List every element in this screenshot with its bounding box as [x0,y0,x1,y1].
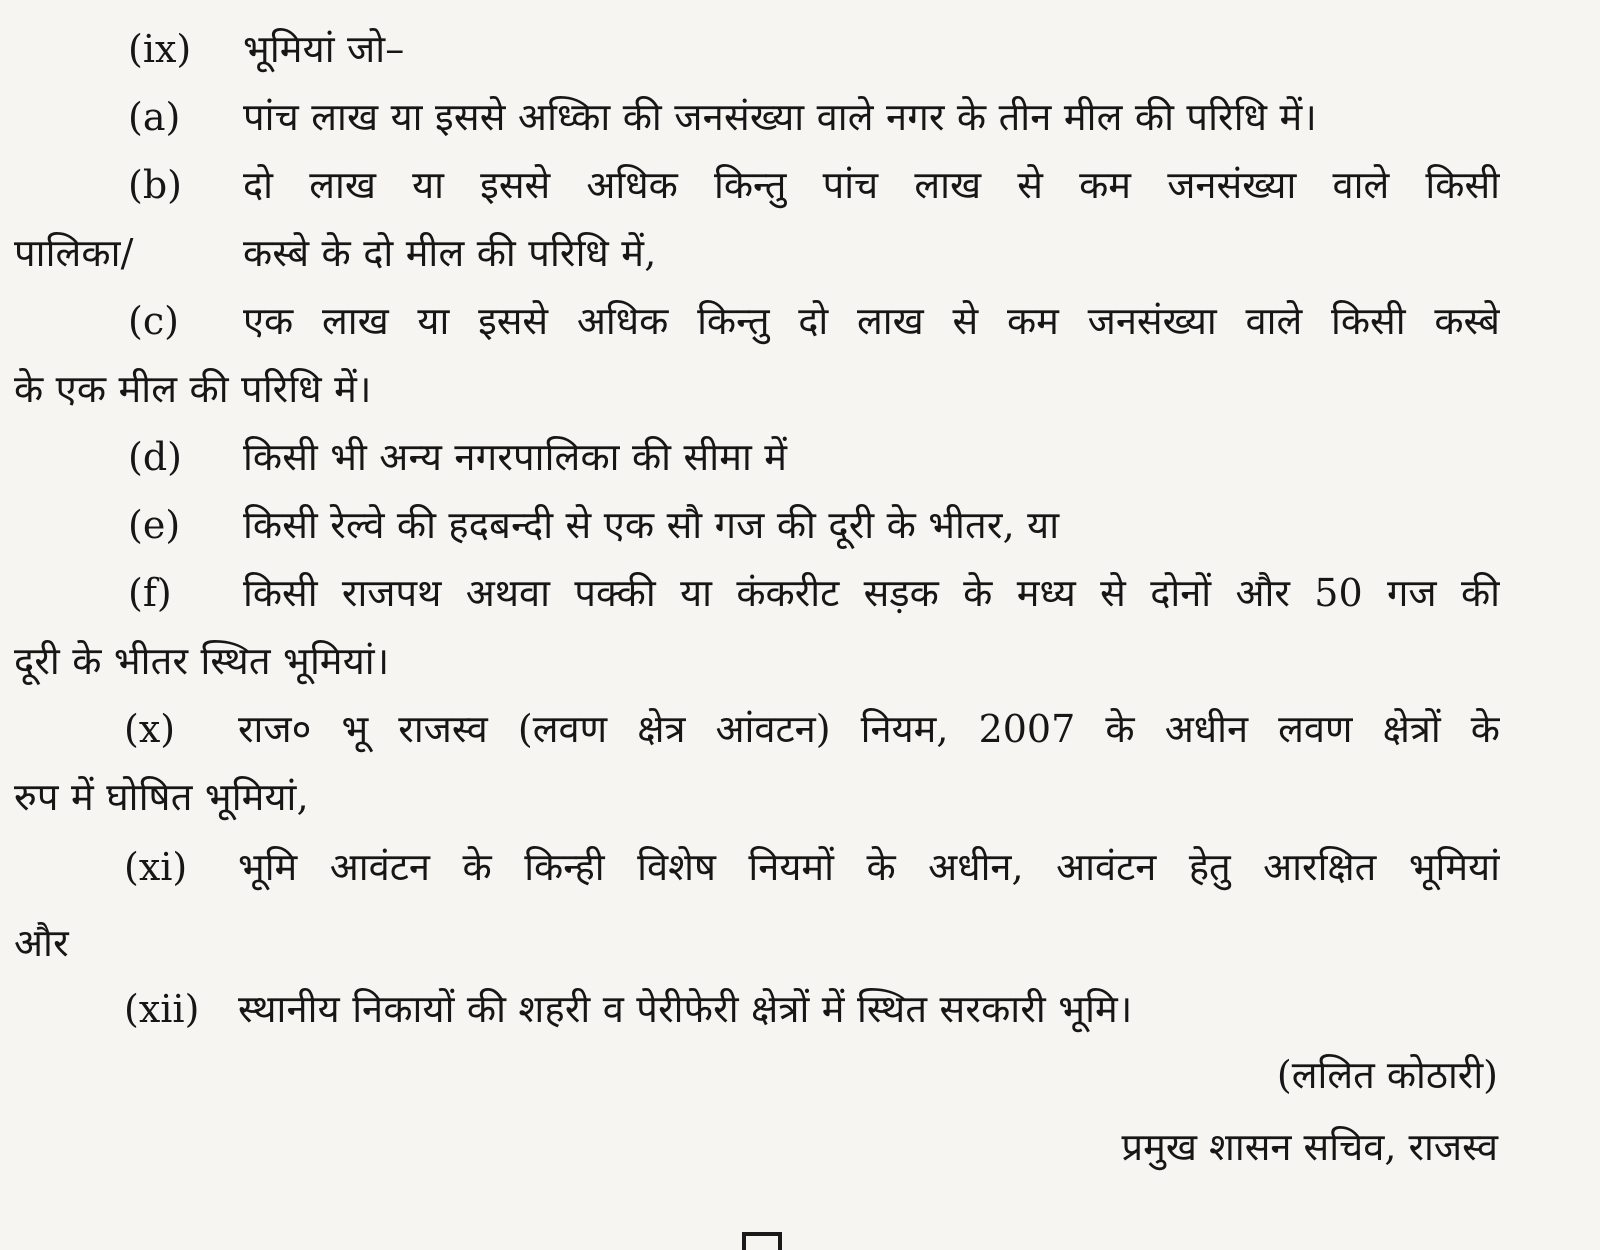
clause-xi-text-line1: भूमि आवंटन के किन्ही विशेष नियमों के अधीन, आवंटन हेतु आरक्षित भूमियां [238,845,1500,889]
clause-c-label: (c) [128,299,179,343]
clause-ix-label: (ix) [128,27,192,71]
signatory-name: (ललित कोठारी) [1276,1053,1498,1097]
clause-a-label: (a) [128,95,181,139]
clause-a-text: पांच लाख या इससे अध्किा की जनसंख्या वाले नगर के तीन मील की परिधि में। [243,95,1317,139]
clause-x-text-line1: राज० भू राजस्व (लवण क्षेत्र आंवटन) नियम, 2007 के अधीन लवण क्षेत्रों के [238,707,1500,751]
clause-x-label: (x) [124,707,176,751]
clause-d-label: (d) [128,435,182,479]
clause-d-text: किसी भी अन्य नगरपालिका की सीमा में [243,435,788,479]
clause-f-text-line2: दूरी के भीतर स्थित भूमियां। [14,639,390,683]
clause-xi-text-line2: और [14,921,69,965]
clause-xii-text: स्थानीय निकायों की शहरी व पेरीफेरी क्षेत्रों में स्थित सरकारी भूमि। [238,987,1133,1031]
clause-c-text-line2: के एक मील की परिधि में। [14,367,372,411]
clause-b-text-line1: दो लाख या इससे अधिक किन्तु पांच लाख से कम जनसंख्या वाले किसी [243,163,1500,207]
clause-b-label: (b) [128,163,182,207]
page-number-mark [742,1232,782,1250]
clause-e-label: (e) [128,503,181,547]
clause-f-text-line1: किसी राजपथ अथवा पक्की या कंकरीट सड़क के मध्य से दोनों और 50 गज की [243,571,1500,615]
clause-x-text-line2: रुप में घोषित भूमियां, [14,775,309,819]
clause-b-prefix: पालिका/ [14,231,134,275]
clause-xi-label: (xi) [124,845,188,889]
signatory-designation: प्रमुख शासन सचिव, राजस्व [1121,1125,1498,1169]
clause-ix-text: भूमियां जो– [243,27,405,71]
clause-f-label: (f) [128,571,172,615]
clause-e-text: किसी रेल्वे की हदबन्दी से एक सौ गज की दूरी के भीतर, या [243,503,1060,547]
clause-xii-label: (xii) [124,987,200,1031]
clause-c-text-line1: एक लाख या इससे अधिक किन्तु दो लाख से कम जनसंख्या वाले किसी कस्बे [243,299,1500,343]
clause-b-text-line2: कस्बे के दो मील की परिधि में, [243,231,657,275]
